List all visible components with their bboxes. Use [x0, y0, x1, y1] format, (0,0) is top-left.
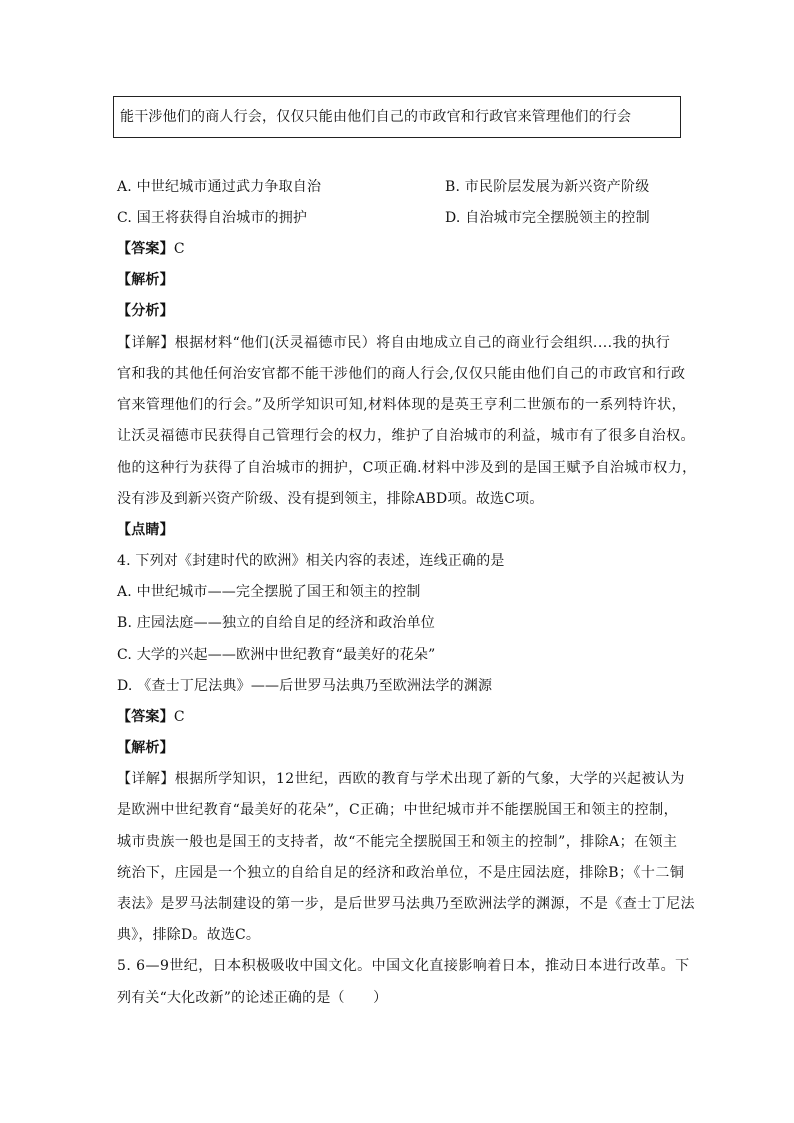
q3-detail-line-4: 让沃灵福德市民获得自己管理行会的权力，维护了自治城市的利益，城市有了很多自治权。	[117, 428, 695, 444]
q4-answer-value: C	[173, 709, 185, 725]
q3-option-c: C. 国王将获得自治城市的拥护	[117, 210, 308, 226]
q4-option-a: A. 中世纪城市——完全摆脱了国王和领主的控制	[117, 584, 421, 600]
q3-detail-line-3: 官来管理他们的行会。”及所学知识可知,材料体现的是英王亨利二世颁布的一系列特许状，	[117, 397, 687, 413]
q3-detail-line-2: 官和我的其他任何治安官都不能干涉他们的商人行会,仅仅只能由他们自己的市政官和行政	[117, 366, 686, 382]
q4-answer-label: 【答案】	[117, 709, 174, 725]
q4-option-b: B. 庄园法庭——独立的自给自足的经济和政治单位	[117, 615, 435, 631]
material-excerpt-box	[113, 96, 681, 138]
q5-stem-line-2: 列有关“大化改新”的论述正确的是（ ）	[117, 990, 388, 1006]
q3-detail-line-6: 没有涉及到新兴资产阶级、没有提到领主，排除ABD项。故选C项。	[117, 491, 544, 507]
q4-detail-line-3: 城市贵族一般也是国王的支持者，故“不能完全摆脱国王和领主的控制”，排除A；在领主	[117, 834, 678, 850]
q3-option-b: B. 市民阶层发展为新兴资产阶级	[445, 179, 650, 195]
q4-answer	[117, 709, 185, 725]
q3-fenxi-label: 【分析】	[117, 303, 174, 319]
q4-stem: 4. 下列对《封建时代的欧洲》相关内容的表述，连线正确的是	[117, 553, 505, 569]
q3-option-a: A. 中世纪城市通过武力争取自治	[117, 179, 322, 195]
q4-option-c: C. 大学的兴起——欧洲中世纪教育“最美好的花朵”	[117, 647, 436, 663]
q3-analysis-label: 【解析】	[117, 272, 174, 288]
q4-option-d: D. 《查士丁尼法典》——后世罗马法典乃至欧洲法学的渊源	[117, 678, 493, 694]
q3-detail-line-5: 他的这种行为获得了自治城市的拥护，C项正确.材料中涉及到的是国王赋予自治城市权力，	[117, 460, 697, 476]
q3-dianjing-label: 【点睛】	[117, 522, 174, 538]
q3-answer-label: 【答案】	[117, 241, 174, 257]
material-excerpt-text: 能干涉他们的商人行会，仅仅只能由他们自己的市政官和行政官来管理他们的行会	[120, 109, 632, 125]
q3-option-d: D. 自治城市完全摆脱领主的控制	[445, 210, 650, 226]
q3-answer	[117, 241, 185, 257]
q4-detail-line-6: 典》，排除D。故选C。	[117, 927, 261, 943]
q4-detail-line-5: 表法》是罗马法制建设的第一步，是后世罗马法典乃至欧洲法学的渊源，不是《查士丁尼法	[117, 896, 695, 912]
q3-answer-value: C	[173, 241, 185, 257]
q4-detail-line-4: 统治下，庄园是一个独立的自给自足的经济和政治单位，不是庄园法庭，排除B；《十二铜	[117, 865, 685, 881]
q4-detail-line-1: 【详解】根据所学知识，12世纪，西欧的教育与学术出现了新的气象，大学的兴起被认为	[117, 771, 685, 787]
q4-analysis-label: 【解析】	[117, 740, 174, 756]
q3-detail-line-1: 【详解】根据材料“他们(沃灵福德市民）将自由地成立自己的商业行会组织....我的执行	[117, 335, 671, 351]
q5-stem-line-1: 5. 6—9世纪，日本积极吸收中国文化。中国文化直接影响着日本，推动日本进行改革。下	[117, 958, 690, 974]
q4-detail-line-2: 是欧洲中世纪教育“最美好的花朵”，C正确；中世纪城市并不能摆脱国王和领主的控制，	[117, 802, 679, 818]
